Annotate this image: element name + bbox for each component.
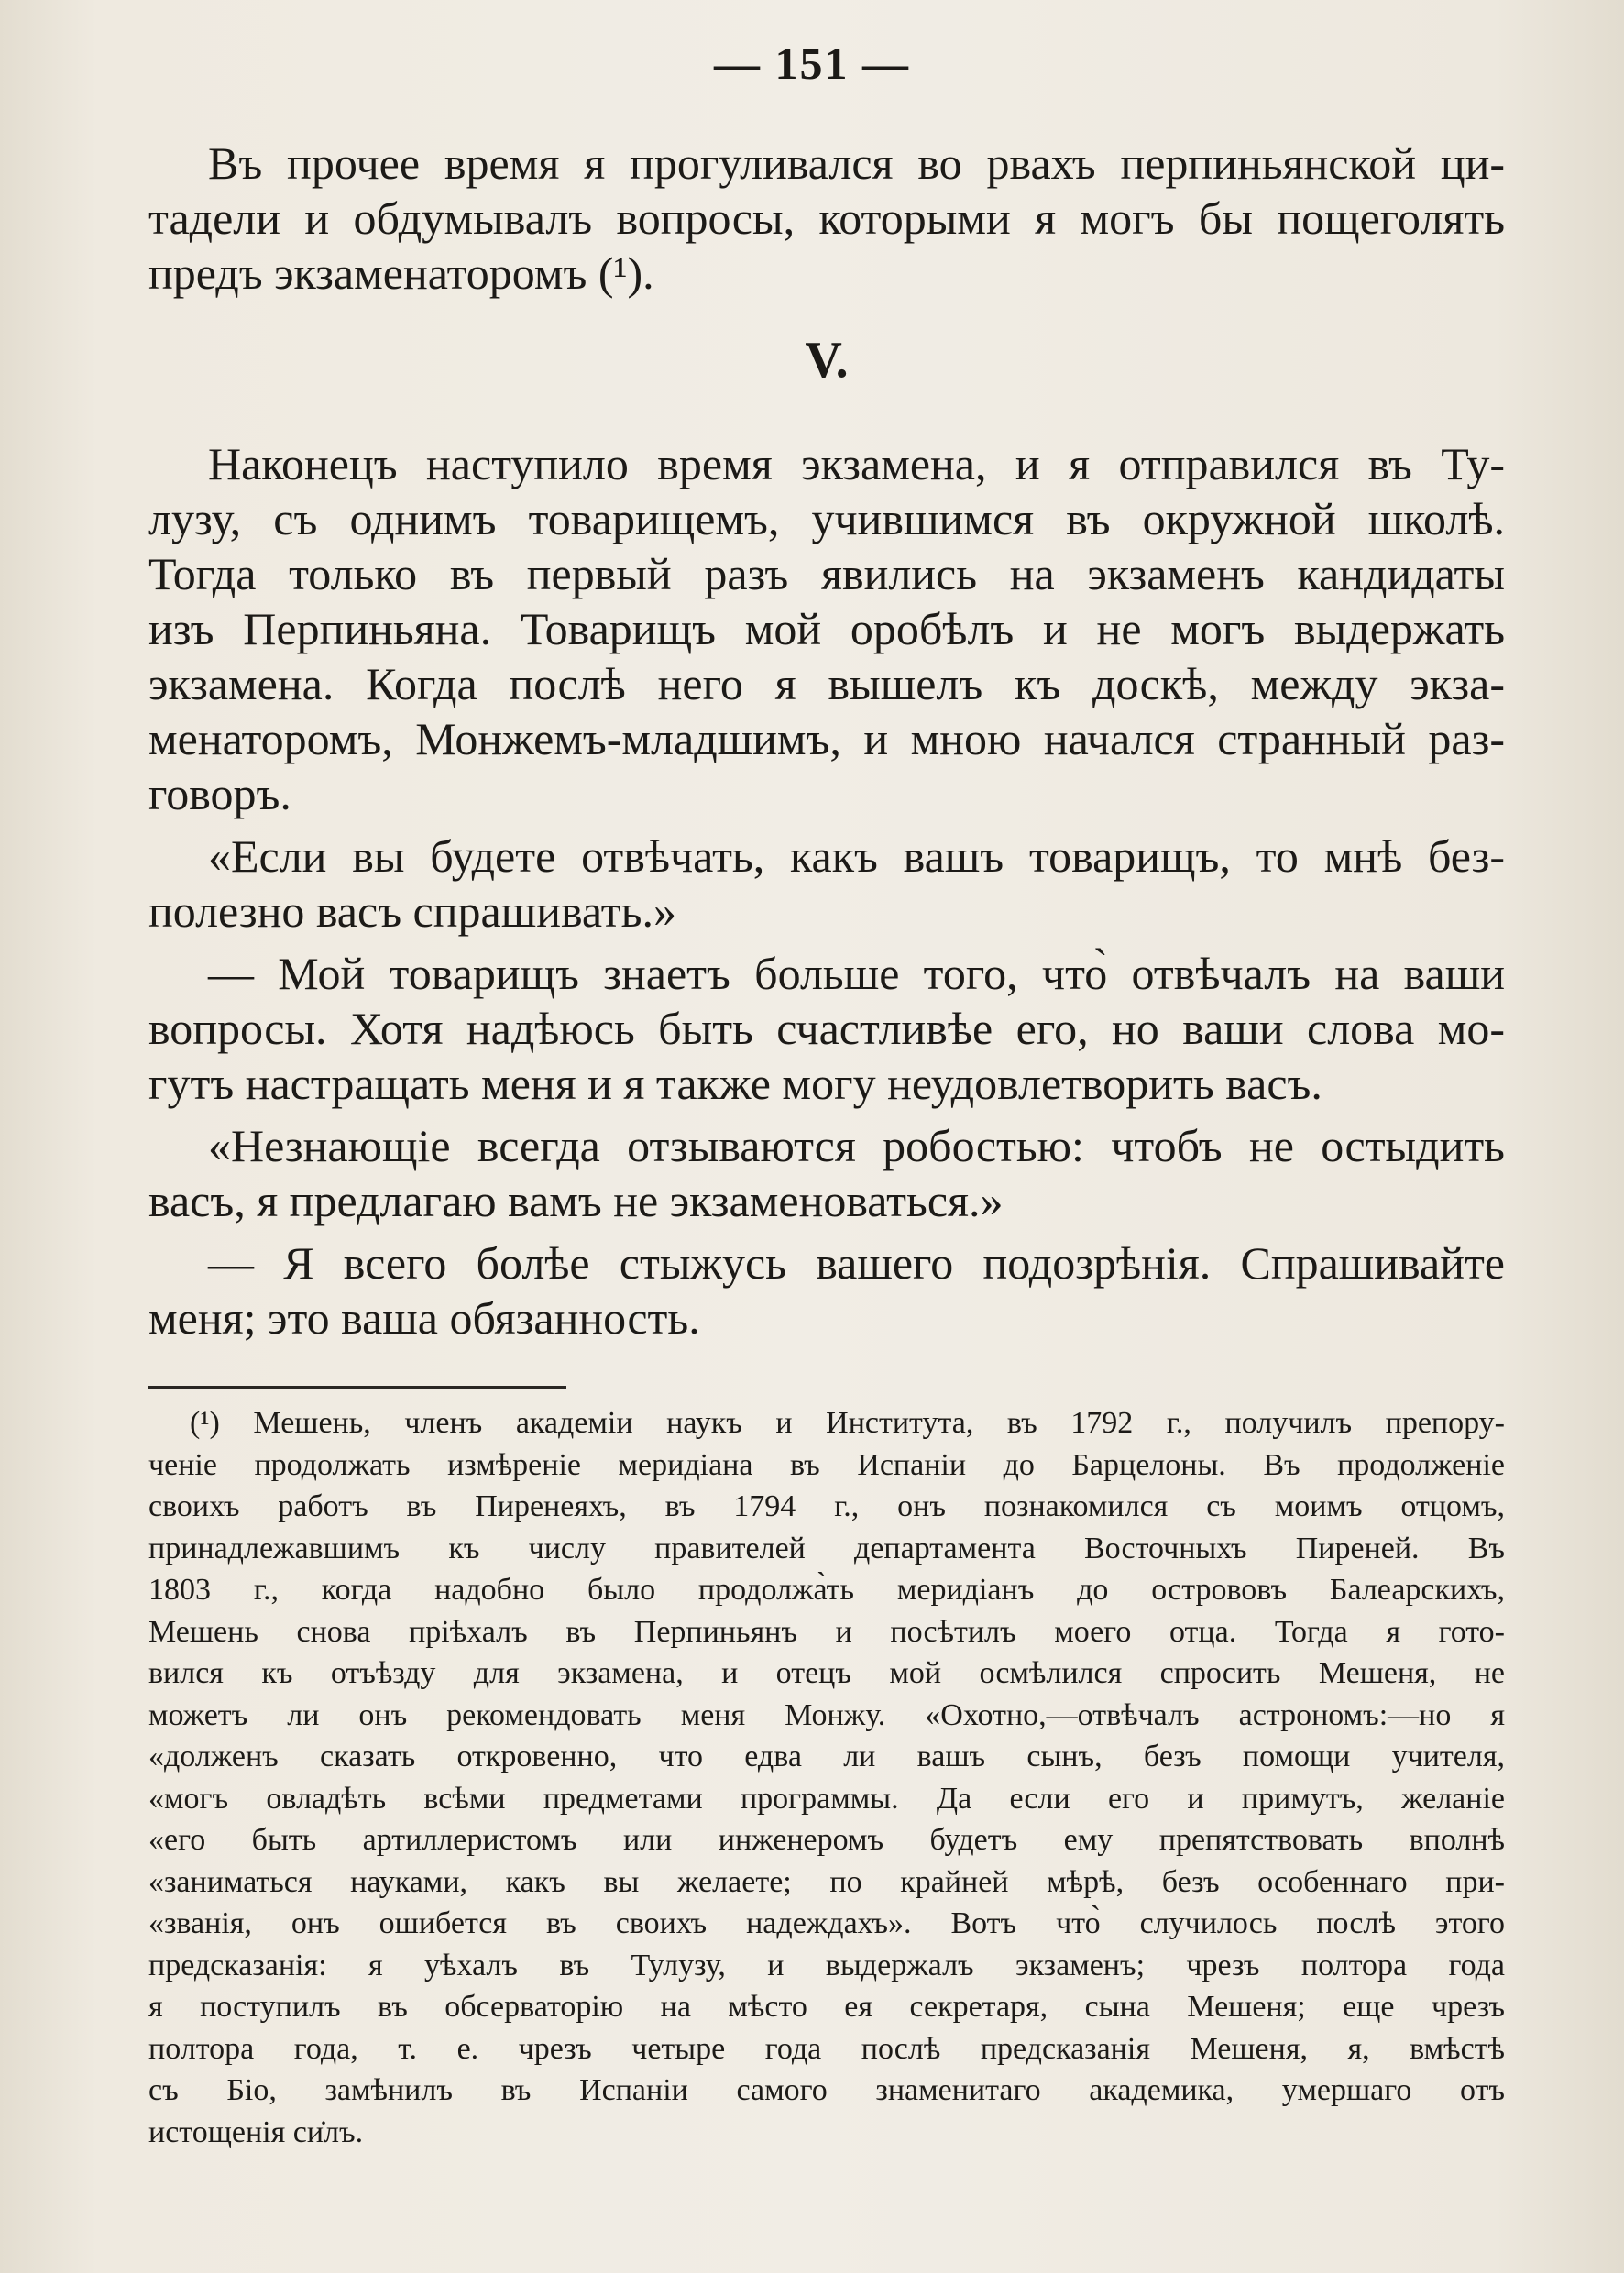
- footnote-line: (¹) Мешень, членъ академіи наукъ и Института, въ 1792 г., получилъ препору-: [190, 1406, 1505, 1440]
- text-line: полезно васъ спрашивать.»: [148, 885, 676, 937]
- section-heading: V.: [805, 332, 849, 389]
- footnote-line: своихъ работъ въ Пиренеяхъ, въ 1794 г., онъ познакомился съ моимъ отцомъ,: [148, 1489, 1505, 1523]
- text-line: вопросы. Хотя надѣюсь быть счастливѣе его, но ваши слова мо-: [148, 1003, 1505, 1054]
- text-line: Тогда только въ первый разъ явились на экзаменъ кандидаты: [148, 548, 1505, 599]
- text-line: васъ, я предлагаю вамъ не экзаменоваться.»: [148, 1175, 1004, 1226]
- text-line: менаторомъ, Монжемъ-младшимъ, и мною начался странный раз-: [148, 713, 1505, 764]
- text-line: Наконецъ наступило время экзамена, и я отправился въ Ту-: [208, 438, 1505, 489]
- paragraph: [148, 1118, 1505, 1228]
- text-line: гутъ настращать меня и я также могу неудовлетворить васъ.: [148, 1058, 1322, 1109]
- footnote: [148, 1402, 1505, 2153]
- footnote-line: предсказанія: я уѣхалъ въ Тулузу, и выдержалъ экзаменъ; чрезъ полтора года: [148, 1948, 1505, 1982]
- footnote-line: «долженъ сказать откровенно, что едва ли вашъ сынъ, безъ помощи учителя,: [148, 1740, 1505, 1773]
- footnote-divider: [148, 1386, 566, 1389]
- page-number: — 151 —: [714, 38, 910, 89]
- text-line: изъ Перпиньяна. Товарищъ мой оробѣлъ и не могъ выдержать: [148, 603, 1505, 654]
- footnote-line: ченіе продолжать измѣреніе меридіана въ Испаніи до Барцелоны. Въ продолженіе: [148, 1447, 1505, 1482]
- text-line: меня; это ваша обязанность.: [148, 1292, 700, 1344]
- footnote-line: принадлежавшимъ къ числу правителей департамента Восточныхъ Пиреней. Въ: [148, 1531, 1505, 1565]
- footnote-line: съ Біо, замѣнилъ въ Испаніи самого знаменитаго академика, умершаго отъ: [148, 2073, 1505, 2107]
- footnote-line: Мешень снова пріѣхалъ въ Перпиньянъ и посѣтилъ моего отца. Тогда я гото-: [148, 1614, 1505, 1649]
- text-line: экзамена. Когда послѣ него я вышелъ къ доскѣ, между экза-: [148, 658, 1505, 709]
- footnote-line: вился къ отъѣзду для экзамена, и отецъ мой осмѣлился спросить Мешеня, не: [148, 1656, 1505, 1690]
- text-line: предъ экзаменаторомъ (¹).: [148, 247, 654, 299]
- text-line: «Незнающіе всегда отзываются робостью: чтобъ не остыдить: [208, 1120, 1505, 1171]
- paragraph: [148, 946, 1505, 1111]
- text-line: — Мой товарищъ знаетъ больше того, что̀ отвѣчалъ на ваши: [208, 948, 1505, 999]
- paragraph: [148, 136, 1505, 301]
- footnote-line: «званія, онъ ошибется въ своихъ надеждахъ». Вотъ что̀ случилось послѣ этого: [148, 1906, 1505, 1940]
- text-line: «Если вы будете отвѣчать, какъ вашъ товарищъ, то мнѣ без-: [208, 830, 1505, 882]
- text-line: лузу, съ однимъ товарищемъ, учившимся въ окружной школѣ.: [148, 493, 1505, 544]
- text-line: говоръ.: [148, 768, 291, 819]
- paragraph: [148, 436, 1505, 821]
- paragraph: [148, 829, 1505, 939]
- footnote-line: полтора года, т. е. чрезъ четыре года послѣ предсказанія Мешеня, я, вмѣстѣ: [148, 2031, 1505, 2066]
- footnote-line: «его быть артиллеристомъ или инженеромъ будетъ ему препятствовать вполнѣ: [148, 1823, 1505, 1857]
- footnote-line: я поступилъ въ обсерваторію на мѣсто ея секретаря, сына Мешеня; еще чрезъ: [148, 1990, 1505, 2024]
- paragraph: [148, 1235, 1505, 1345]
- footnote-line: истощенія си̇лъ.: [148, 2114, 364, 2149]
- footnote-line: 1803 г., когда надобно было продолжа̀ть меридіанъ до острововъ Балеарскихъ,: [148, 1573, 1505, 1607]
- footnote-line: «заниматься науками, какъ вы желаете; по крайней мѣрѣ, безъ особеннаго при-: [148, 1864, 1505, 1899]
- text-line: тадели и обдумывалъ вопросы, которыми я могъ бы пощеголять: [148, 192, 1505, 244]
- footnote-line: можетъ ли онъ рекомендовать меня Монжу. «Охотно,—отвѣчалъ астрономъ:—но я: [148, 1697, 1505, 1732]
- main-text: [148, 136, 1505, 1345]
- text-line: — Я всего болѣе стыжусь вашего подозрѣнія. Спрашивайте: [208, 1237, 1505, 1289]
- footnote-line: «могъ овладѣть всѣми предметами программы. Да если его и примутъ, желаніе: [148, 1781, 1505, 1816]
- text-line: Въ прочее время я прогуливался во рвахъ перпиньянской ци-: [208, 137, 1505, 189]
